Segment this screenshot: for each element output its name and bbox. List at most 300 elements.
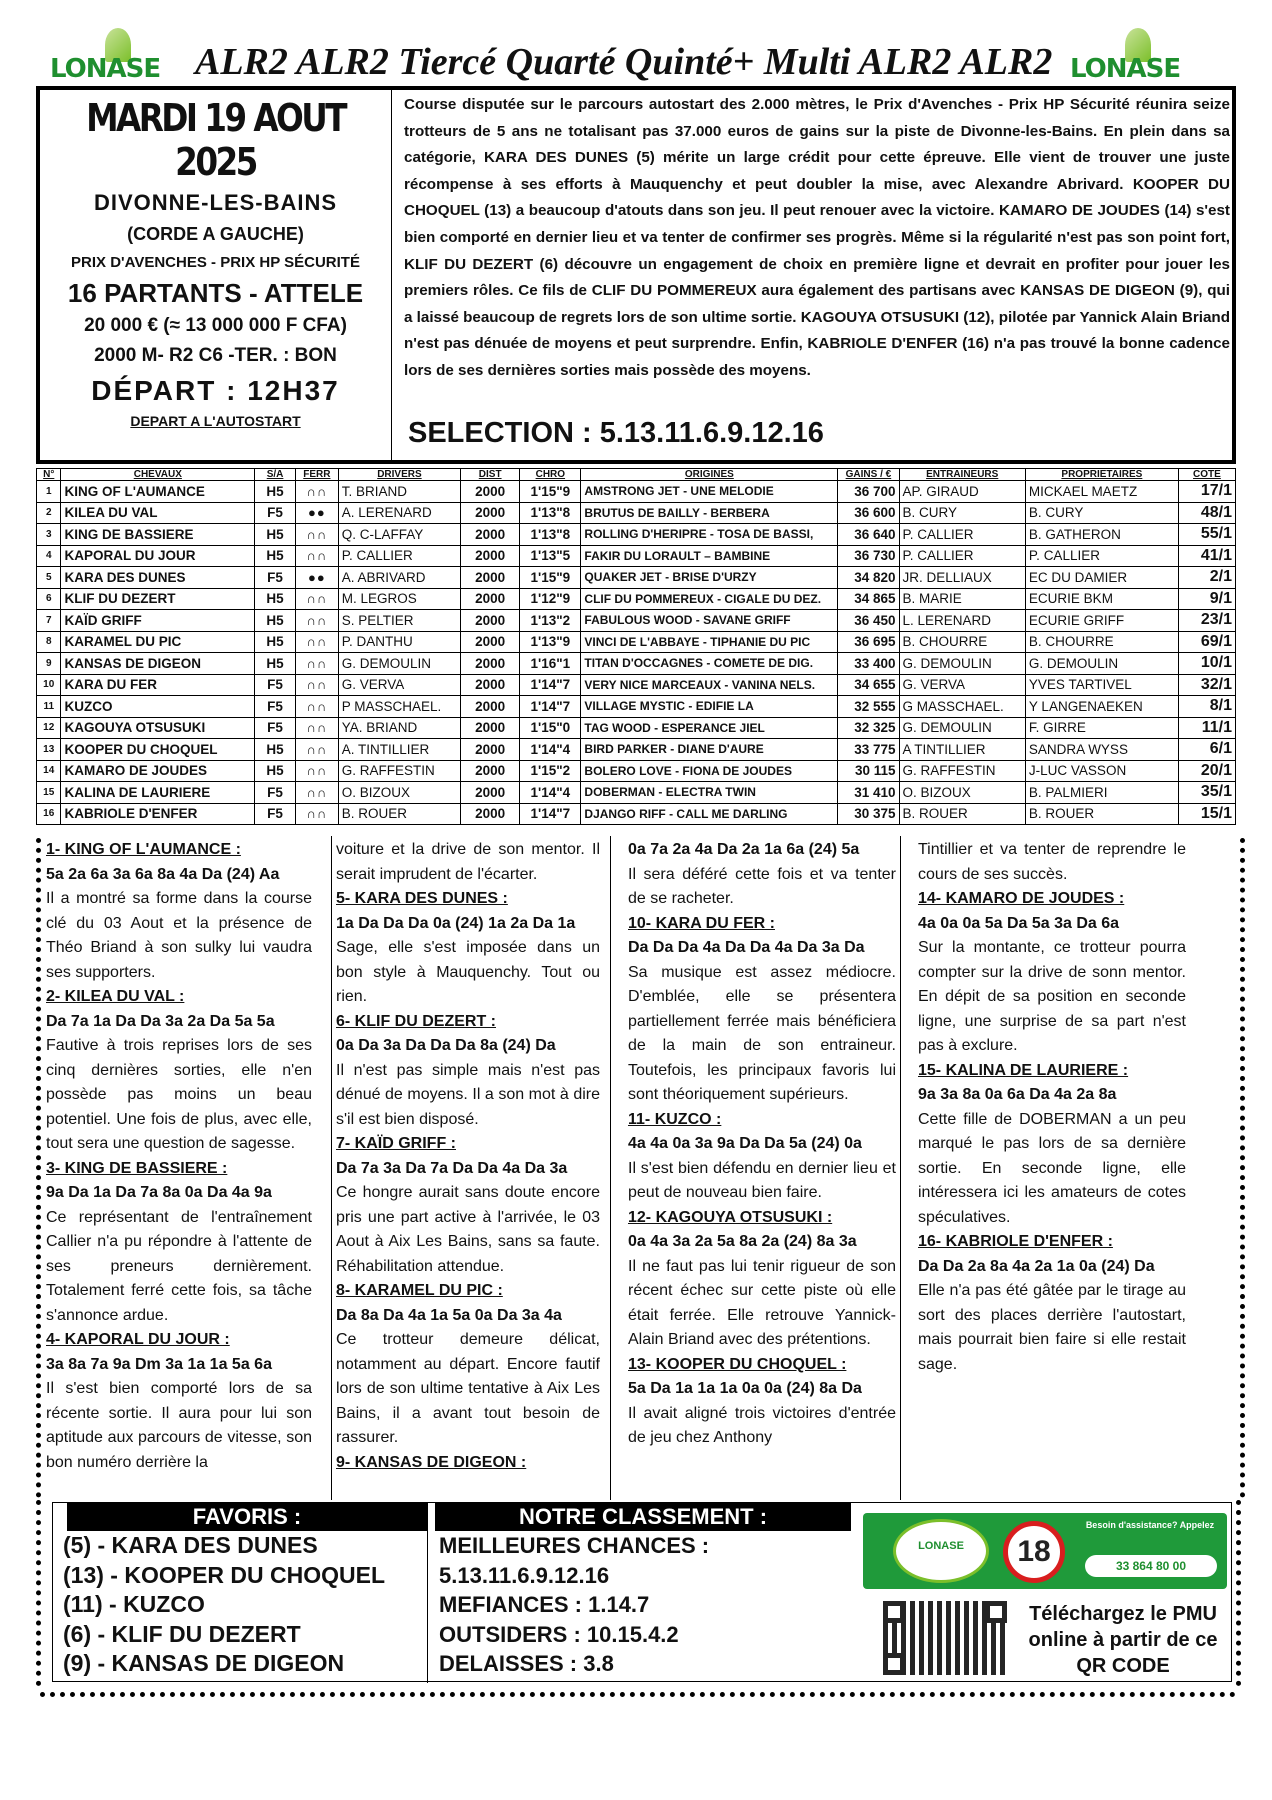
table-header-cell: PROPRIETAIRES: [1025, 469, 1178, 481]
cell-driver: S. PELTIER: [338, 610, 460, 632]
horse-comment: Ce représentant de l'entraînement Callier n'a pu répondre à l'attente de ses preneurs dernièrement. Totalement ferré cette fois, sa tâche s'annonce ardue.: [46, 1208, 312, 1324]
cell-dist: 2000: [461, 674, 520, 696]
cell-prop: B. ROUER: [1025, 803, 1178, 825]
meilleures-label: MEILLEURES CHANCES :: [439, 1533, 710, 1558]
horse-comment: Sur la montante, ce trotteur pourra compter sur la drive de sonn mentor. En dépit de sa position en seconde ligne, une surprise de sa part n'est pas à exclure.: [918, 939, 1186, 1054]
cell-orig: VERY NICE MARCEAUX - VANINA NELS.: [581, 674, 838, 696]
horse-form: 4a 4a 0a 3a 9a Da Da 5a (24) 0a: [628, 1135, 862, 1152]
race-venue: DIVONNE-LES-BAINS: [93, 190, 338, 215]
cell-sa: F5: [255, 803, 296, 825]
cell-cote: 11/1: [1178, 717, 1235, 739]
horse-comment: Sa musique est assez médiocre. D'emblée, elle se présentera partiellement ferrée mais bénéficiera de la main de son entraineur. Toutefois, les principaux favoris lui sont théoriquement supérieurs.: [628, 963, 896, 1103]
race-distance: 2000 M- R2 C6 -TER. : BON: [94, 345, 337, 366]
cell-ferr: ∩∩: [295, 674, 338, 696]
table-row: [37, 782, 1236, 804]
horse-heading: 13- KOOPER DU CHOQUEL :: [628, 1355, 847, 1373]
cell-gain: 36 695: [838, 631, 899, 653]
horse-comment: Il n'est pas simple mais n'est pas dénué de moyens. Il a son mot à dire s'il est bien disposé.: [336, 1061, 600, 1128]
cell-gain: 36 600: [838, 502, 899, 524]
cell-orig: BRUTUS DE BAILLY - BERBERA: [581, 502, 838, 524]
cell-prop: B. GATHERON: [1025, 524, 1178, 546]
cell-n: 10: [37, 674, 61, 696]
cell-orig: FAKIR DU LORAULT – BAMBINE: [581, 545, 838, 567]
race-corde: (CORDE A GAUCHE): [127, 224, 304, 244]
cell-cote: 15/1: [1178, 803, 1235, 825]
cell-sa: H5: [255, 524, 296, 546]
delaisses: DELAISSES : 3.8: [439, 1651, 614, 1676]
lonase-responsible-logo: LONASE: [893, 1519, 989, 1583]
cell-ferr: ∩∩: [295, 545, 338, 567]
cell-dist: 2000: [461, 567, 520, 589]
cell-ferr: ∩∩: [295, 610, 338, 632]
cell-orig: BIRD PARKER - DIANE D'AURE: [581, 739, 838, 761]
cell-sa: H5: [255, 631, 296, 653]
cell-name: KALINA DE LAURIERE: [61, 782, 255, 804]
cell-orig: VILLAGE MYSTIC - EDIFIE LA: [581, 696, 838, 718]
table-row: [37, 502, 1236, 524]
cell-prop: YVES TARTIVEL: [1025, 674, 1178, 696]
dotted-border-bottom: [40, 1692, 1236, 1697]
cell-n: 6: [37, 588, 61, 610]
horse-form: Da 8a Da 4a 1a 5a 0a Da 3a 4a: [336, 1306, 562, 1324]
cell-sa: H5: [255, 760, 296, 782]
divider: [427, 1503, 428, 1683]
horse-form: 5a Da 1a 1a 1a 0a 0a (24) 8a Da: [628, 1380, 862, 1397]
responsible-gaming-banner: [863, 1513, 1227, 1589]
cell-sa: H5: [255, 481, 296, 503]
cell-sa: F5: [255, 674, 296, 696]
table-header-cell: CHEVAUX: [61, 469, 255, 481]
cell-chro: 1'14"4: [520, 782, 581, 804]
cell-driver: B. ROUER: [338, 803, 460, 825]
cell-ferr: ∩∩: [295, 760, 338, 782]
horse-comment: voiture et la drive de son mentor. Il serait imprudent de l'écarter.: [336, 841, 600, 883]
cell-dist: 2000: [461, 696, 520, 718]
cell-chro: 1'15"0: [520, 717, 581, 739]
table-row: [37, 760, 1236, 782]
cell-sa: F5: [255, 567, 296, 589]
cell-name: KARA DES DUNES: [61, 567, 255, 589]
cell-ferr: ●●: [295, 567, 338, 589]
race-description: Course disputée sur le parcours autostart des 2.000 mètres, le Prix d'Avenches - Prix HP Sécurité réunira seize trotteurs de 5 ans ne totalisant pas 37.000 euros de gains sur la piste de Divonne-les-Bains. En plein dans sa catégorie, KARA DES DUNES (5) mérite un large crédit pour cette épreuve. Elle vient de trouver une juste récompense à ses efforts à Mauquenchy et peut doubler la mise, avec Alexandre Abrivard. KOOPER DU CHOQUEL (13) a beaucoup d'atouts dans son jeu. Il peut renouer avec la victoire. KAMARO DE JOUDES (14) s'est bien comporté en dernier lieu et va tenter de confirmer ses progrès. Même si la régularité n'est pas son point fort, KLIF DU DEZERT (6) découvre un engagement de choix en première ligne et devrait en profiter pour jouer les premiers rôles. Ce fils de CLIF DU POMMEREUX aura également des partisans avec KANSAS DE DIGEON (9), qui a laissé beaucoup de regrets lors de son ultime sortie. KAGOUYA OTSUSUKI (12), pilotée par Yannick Alain Briand n'est pas dénuée de moyens et peut surprendre. Enfin, KABRIOLE D'ENFER (16) n'a pas trouvé la bonne cadence lors de ses dernières sorties mais possède des moyens.: [404, 96, 1230, 379]
no-under-18-icon: 18: [1003, 1521, 1065, 1583]
cell-gain: 30 375: [838, 803, 899, 825]
cell-chro: 1'15"9: [520, 481, 581, 503]
cell-n: 15: [37, 782, 61, 804]
analysis-column-3: [626, 838, 898, 1500]
cell-driver: T. BRIAND: [338, 481, 460, 503]
cell-cote: 2/1: [1178, 567, 1235, 589]
cell-driver: M. LEGROS: [338, 588, 460, 610]
horse-comment: Fautive à trois reprises lors de ses cinq dernières sorties, elle n'en possède pas moins un beau potentiel. Une fois de plus, avec elle, tout sera une question de sagesse.: [46, 1037, 312, 1152]
cell-cote: 20/1: [1178, 760, 1235, 782]
horse-form: Da Da Da 4a Da Da 4a Da 3a Da: [628, 939, 865, 956]
page-title: ALR2 ALR2 Tiercé Quarté Quinté+ Multi ALR2 ALR2: [195, 41, 1053, 83]
cell-dist: 2000: [461, 610, 520, 632]
cell-ent: O. BIZOUX: [899, 782, 1025, 804]
horse-comment: Il s'est bien défendu en dernier lieu et peut de nouveau bien faire.: [628, 1159, 896, 1201]
dotted-border-left: [36, 1500, 41, 1686]
race-summary: [40, 90, 392, 460]
cell-driver: G. VERVA: [338, 674, 460, 696]
horse-comment: Il a montré sa forme dans la course clé du 03 Aout et la présence de Théo Briand à son sulky lui vaudra ses supporters.: [46, 890, 312, 981]
race-prix: PRIX D'AVENCHES - PRIX HP SÉCURITÉ: [71, 254, 360, 271]
outsiders: OUTSIDERS : 10.15.4.2: [439, 1621, 679, 1647]
cell-name: KANSAS DE DIGEON: [61, 653, 255, 675]
lonase-logo-right: LONASE: [1070, 28, 1205, 86]
cell-gain: 32 555: [838, 696, 899, 718]
cell-n: 5: [37, 567, 61, 589]
horse-heading: 7- KAÏD GRIFF :: [336, 1135, 456, 1152]
cell-ferr: ∩∩: [295, 481, 338, 503]
cell-dist: 2000: [461, 545, 520, 567]
cell-ferr: ∩∩: [295, 696, 338, 718]
cell-n: 1: [37, 481, 61, 503]
cell-n: 16: [37, 803, 61, 825]
cell-ferr: ∩∩: [295, 653, 338, 675]
cell-driver: A. ABRIVARD: [338, 567, 460, 589]
horse-analysis: [44, 838, 1234, 1500]
cell-gain: 36 700: [838, 481, 899, 503]
cell-dist: 2000: [461, 502, 520, 524]
cell-ent: P. CALLIER: [899, 524, 1025, 546]
cell-name: KARA DU FER: [61, 674, 255, 696]
horse-heading: 14- KAMARO DE JOUDES :: [918, 890, 1125, 907]
meilleures-value: 5.13.11.6.9.12.16: [439, 1562, 610, 1588]
cell-cote: 32/1: [1178, 674, 1235, 696]
table-row: [37, 481, 1236, 503]
table-row: [37, 674, 1236, 696]
cell-driver: A. LERENARD: [338, 502, 460, 524]
horse-comment: Il avait aligné trois victoires d'entrée de jeu chez Anthony: [628, 1404, 896, 1446]
cell-sa: H5: [255, 588, 296, 610]
cell-cote: 55/1: [1178, 524, 1235, 546]
cell-orig: ROLLING D'HERIPRE - TOSA DE BASSI,: [581, 524, 838, 546]
cell-prop: ECURIE GRIFF: [1025, 610, 1178, 632]
dotted-border-right: [1240, 838, 1246, 1498]
table-row: [37, 696, 1236, 718]
cell-name: KING OF L'AUMANCE: [61, 481, 255, 503]
cell-n: 8: [37, 631, 61, 653]
table-header-cell: ENTRAINEURS: [899, 469, 1025, 481]
cell-driver: YA. BRIAND: [338, 717, 460, 739]
table-row: [37, 545, 1236, 567]
selection: SELECTION : 5.13.11.6.9.12.16: [408, 417, 824, 449]
cell-driver: O. BIZOUX: [338, 782, 460, 804]
cell-name: KLIF DU DEZERT: [61, 588, 255, 610]
cell-gain: 33 775: [838, 739, 899, 761]
cell-dist: 2000: [461, 739, 520, 761]
cell-ent: G. DEMOULIN: [899, 717, 1025, 739]
horse-form: 0a 7a 2a 4a Da 2a 1a 6a (24) 5a: [628, 841, 860, 858]
cell-name: KUZCO: [61, 696, 255, 718]
horse-heading: 11- KUZCO :: [628, 1110, 722, 1128]
cell-ent: G. RAFFESTIN: [899, 760, 1025, 782]
cell-name: KAPORAL DU JOUR: [61, 545, 255, 567]
table-header-cell: S/A: [255, 469, 296, 481]
cell-gain: 34 655: [838, 674, 899, 696]
horse-heading: 15- KALINA DE LAURIERE :: [918, 1061, 1129, 1079]
horse-comment: Sage, elle s'est imposée dans un bon style à Mauquenchy. Tout ou rien.: [336, 939, 600, 1005]
cell-chro: 1'13"8: [520, 502, 581, 524]
cell-dist: 2000: [461, 803, 520, 825]
cell-ent: A TINTILLIER: [899, 739, 1025, 761]
cell-orig: BOLERO LOVE - FIONA DE JOUDES: [581, 760, 838, 782]
cell-orig: QUAKER JET - BRISE D'URZY: [581, 567, 838, 589]
table-header-row: [37, 469, 1236, 481]
horse-heading: 16- KABRIOLE D'ENFER :: [918, 1233, 1113, 1250]
cell-ent: B. CURY: [899, 502, 1025, 524]
race-info-box: [36, 86, 1236, 464]
horse-heading: 8- KARAMEL DU PIC :: [336, 1282, 503, 1299]
cell-chro: 1'15"9: [520, 567, 581, 589]
cell-chro: 1'14"7: [520, 674, 581, 696]
horse-heading: 5- KARA DES DUNES :: [336, 890, 508, 907]
table-row: [37, 739, 1236, 761]
cell-dist: 2000: [461, 717, 520, 739]
cell-dist: 2000: [461, 782, 520, 804]
cell-ent: L. LERENARD: [899, 610, 1025, 632]
cell-gain: 32 325: [838, 717, 899, 739]
classement-list: [439, 1531, 709, 1679]
cell-name: KAÏD GRIFF: [61, 610, 255, 632]
cell-name: KOOPER DU CHOQUEL: [61, 739, 255, 761]
cell-prop: B. PALMIERI: [1025, 782, 1178, 804]
cell-driver: G. DEMOULIN: [338, 653, 460, 675]
cell-prop: ECURIE BKM: [1025, 588, 1178, 610]
cell-gain: 34 865: [838, 588, 899, 610]
horse-heading: 2- KILEA DU VAL :: [46, 988, 185, 1005]
cell-cote: 9/1: [1178, 588, 1235, 610]
cell-name: KAGOUYA OTSUSUKI: [61, 717, 255, 739]
table-row: [37, 631, 1236, 653]
cell-name: KARAMEL DU PIC: [61, 631, 255, 653]
favoris-item: (6) - KLIF DU DEZERT: [63, 1620, 301, 1647]
cell-prop: J-LUC VASSON: [1025, 760, 1178, 782]
table-row: [37, 803, 1236, 825]
cell-ferr: ∩∩: [295, 803, 338, 825]
cell-n: 7: [37, 610, 61, 632]
bottom-box: [52, 1502, 1232, 1682]
cell-name: KABRIOLE D'ENFER: [61, 803, 255, 825]
cell-chro: 1'12"9: [520, 588, 581, 610]
cell-driver: A. TINTILLIER: [338, 739, 460, 761]
table-header-cell: COTE: [1178, 469, 1235, 481]
cell-driver: Q. C-LAFFAY: [338, 524, 460, 546]
cell-dist: 2000: [461, 631, 520, 653]
race-prize: 20 000 € (≈ 13 000 000 F CFA): [84, 315, 347, 336]
cell-prop: G. DEMOULIN: [1025, 653, 1178, 675]
cell-name: KING DE BASSIERE: [61, 524, 255, 546]
cell-gain: 33 400: [838, 653, 899, 675]
cell-driver: G. RAFFESTIN: [338, 760, 460, 782]
cell-prop: EC DU DAMIER: [1025, 567, 1178, 589]
cell-cote: 23/1: [1178, 610, 1235, 632]
cell-n: 3: [37, 524, 61, 546]
favoris-list: [63, 1531, 385, 1679]
cell-sa: F5: [255, 717, 296, 739]
cell-dist: 2000: [461, 524, 520, 546]
cell-orig: AMSTRONG JET - UNE MELODIE: [581, 481, 838, 503]
horse-form: Da 7a 3a Da 7a Da Da 4a Da 3a: [336, 1159, 568, 1177]
table-row: [37, 610, 1236, 632]
cell-cote: 69/1: [1178, 631, 1235, 653]
horse-form: 1a Da Da Da 0a (24) 1a 2a Da 1a: [336, 914, 576, 932]
horse-form: 4a 0a 0a 5a Da 5a 3a Da 6a: [918, 914, 1120, 932]
cell-prop: B. CHOURRE: [1025, 631, 1178, 653]
cell-ferr: ∩∩: [295, 524, 338, 546]
cell-n: 4: [37, 545, 61, 567]
cell-cote: 6/1: [1178, 739, 1235, 761]
horse-heading: 4- KAPORAL DU JOUR :: [46, 1331, 230, 1348]
cell-n: 11: [37, 696, 61, 718]
cell-gain: 36 450: [838, 610, 899, 632]
cell-sa: F5: [255, 782, 296, 804]
favoris-item: (5) - KARA DES DUNES: [63, 1532, 318, 1558]
cell-prop: F. GIRRE: [1025, 717, 1178, 739]
cell-sa: H5: [255, 653, 296, 675]
cell-dist: 2000: [461, 760, 520, 782]
cell-ent: AP. GIRAUD: [899, 481, 1025, 503]
cell-gain: 30 115: [838, 760, 899, 782]
cell-prop: P. CALLIER: [1025, 545, 1178, 567]
horse-comment: Ce trotteur demeure délicat, notamment au départ. Encore fautif lors de son ultime tentative à Aix Les Bains, il a avant tout besoin de rassurer.: [336, 1331, 600, 1446]
cell-ferr: ∩∩: [295, 717, 338, 739]
cell-sa: H5: [255, 739, 296, 761]
cell-chro: 1'13"8: [520, 524, 581, 546]
horse-heading: 9- KANSAS DE DIGEON :: [336, 1453, 527, 1471]
cell-chro: 1'14"7: [520, 696, 581, 718]
cell-prop: MICKAEL MAETZ: [1025, 481, 1178, 503]
cell-n: 13: [37, 739, 61, 761]
runners-table: [36, 468, 1236, 825]
horse-heading: 1- KING OF L'AUMANCE :: [46, 841, 241, 858]
lonase-logo-left: LONASE: [50, 28, 185, 86]
table-header-cell: FERR: [295, 469, 338, 481]
horse-form: 9a Da 1a Da 7a 8a 0a Da 4a 9a: [46, 1184, 272, 1201]
classement-heading: NOTRE CLASSEMENT :: [435, 1503, 851, 1531]
cell-ferr: ●●: [295, 502, 338, 524]
cell-cote: 17/1: [1178, 481, 1235, 503]
horse-comment: Tintillier et va tenter de reprendre le cours de ses succès.: [918, 841, 1186, 883]
cell-chro: 1'14"4: [520, 739, 581, 761]
cell-orig: VINCI DE L'ABBAYE - TIPHANIE DU PIC: [581, 631, 838, 653]
cell-cote: 48/1: [1178, 502, 1235, 524]
table-row: [37, 717, 1236, 739]
cell-sa: H5: [255, 545, 296, 567]
horse-heading: 6- KLIF DU DEZERT :: [336, 1012, 496, 1030]
table-body: [37, 481, 1236, 825]
header: [50, 28, 1200, 88]
cell-ferr: ∩∩: [295, 588, 338, 610]
favoris-item: (13) - KOOPER DU CHOQUEL: [63, 1561, 386, 1588]
analysis-column-1: [44, 838, 314, 1500]
cell-gain: 31 410: [838, 782, 899, 804]
cell-sa: H5: [255, 610, 296, 632]
horse-comment: Cette fille de DOBERMAN a un peu marqué le pas lors de sa dernière sortie. En seconde ligne, elle intéressera ici les amateurs de cotes spéculatives.: [918, 1110, 1186, 1226]
phone-number[interactable]: 33 864 80 00: [1085, 1555, 1217, 1577]
mefiances: MEFIANCES : 1.14.7: [439, 1592, 650, 1617]
table-header-cell: DIST: [461, 469, 520, 481]
table-row: [37, 588, 1236, 610]
table-header-cell: N°: [37, 469, 61, 481]
horse-comment: Il sera déféré cette fois et va tenter de se racheter.: [628, 865, 896, 907]
race-autostart: DEPART A L'AUTOSTART: [130, 413, 301, 429]
cell-gain: 34 820: [838, 567, 899, 589]
table-header-cell: GAINS / €: [838, 469, 899, 481]
cell-ent: G MASSCHAEL.: [899, 696, 1025, 718]
cell-ent: P. CALLIER: [899, 545, 1025, 567]
horse-form: 0a Da 3a Da Da Da 8a (24) Da: [336, 1037, 556, 1054]
cell-cote: 8/1: [1178, 696, 1235, 718]
horse-comment: Ce hongre aurait sans doute encore pris une part active à l'arrivée, le 03 Aout à Aix Les Bains, sans sa faute. Réhabilitation attendue.: [336, 1184, 600, 1275]
cell-sa: F5: [255, 502, 296, 524]
race-date: MARDI 19 AOUT 2025: [86, 96, 345, 184]
cell-driver: P. DANTHU: [338, 631, 460, 653]
cell-chro: 1'14"7: [520, 803, 581, 825]
cell-driver: P MASSCHAEL.: [338, 696, 460, 718]
cell-ent: B. MARIE: [899, 588, 1025, 610]
horse-heading: 10- KARA DU FER :: [628, 914, 775, 932]
cell-prop: B. CURY: [1025, 502, 1178, 524]
cell-prop: SANDRA WYSS: [1025, 739, 1178, 761]
cell-orig: FABULOUS WOOD - SAVANE GRIFF: [581, 610, 838, 632]
cell-ent: JR. DELLIAUX: [899, 567, 1025, 589]
dotted-border-left: [36, 838, 42, 1498]
help-text: Besoin d'assistance? Appelez: [1085, 1520, 1215, 1530]
cell-orig: DOBERMAN - ELECTRA TWIN: [581, 782, 838, 804]
cell-prop: Y LANGENAEKEN: [1025, 696, 1178, 718]
favoris-item: (9) - KANSAS DE DIGEON: [63, 1650, 345, 1676]
cell-driver: P. CALLIER: [338, 545, 460, 567]
cell-ferr: ∩∩: [295, 782, 338, 804]
cell-cote: 10/1: [1178, 653, 1235, 675]
cell-dist: 2000: [461, 653, 520, 675]
horse-form: 3a 8a 7a 9a Dm 3a 1a 1a 5a 6a: [46, 1355, 272, 1373]
table-row: [37, 653, 1236, 675]
cell-chro: 1'16"1: [520, 653, 581, 675]
table-header-cell: ORIGINES: [581, 469, 838, 481]
cell-ent: G. DEMOULIN: [899, 653, 1025, 675]
qr-download-text: Téléchargez le PMU online à partir de ce QR CODE: [1028, 1603, 1218, 1677]
analysis-column-2: [334, 838, 602, 1500]
horse-form: Da 7a 1a Da Da 3a 2a Da 5a 5a: [46, 1012, 275, 1030]
cell-ent: B. CHOURRE: [899, 631, 1025, 653]
qr-code-icon[interactable]: [883, 1601, 1007, 1675]
table-header-cell: CHRO: [520, 469, 581, 481]
cell-chro: 1'13"2: [520, 610, 581, 632]
race-depart: DÉPART : 12H37: [91, 375, 340, 406]
cell-chro: 1'15"2: [520, 760, 581, 782]
cell-dist: 2000: [461, 588, 520, 610]
cell-n: 14: [37, 760, 61, 782]
cell-cote: 35/1: [1178, 782, 1235, 804]
cell-ent: B. ROUER: [899, 803, 1025, 825]
analysis-column-4: [916, 838, 1188, 1500]
cell-ferr: ∩∩: [295, 631, 338, 653]
cell-gain: 36 640: [838, 524, 899, 546]
cell-orig: TAG WOOD - ESPERANCE JIEL: [581, 717, 838, 739]
cell-cote: 41/1: [1178, 545, 1235, 567]
horse-comment: Il ne faut pas lui tenir rigueur de son récent échec sur cette piste où elle était ferrée. Elle retrouve Yannick-Alain Briand avec des prétentions.: [628, 1257, 896, 1348]
horse-form: 9a 3a 8a 0a 6a Da 4a 2a 8a: [918, 1086, 1117, 1103]
cell-gain: 36 730: [838, 545, 899, 567]
table-row: [37, 524, 1236, 546]
cell-n: 2: [37, 502, 61, 524]
horse-heading: 12- KAGOUYA OTSUSUKI :: [628, 1208, 833, 1226]
cell-chro: 1'13"9: [520, 631, 581, 653]
table-header-cell: DRIVERS: [338, 469, 460, 481]
